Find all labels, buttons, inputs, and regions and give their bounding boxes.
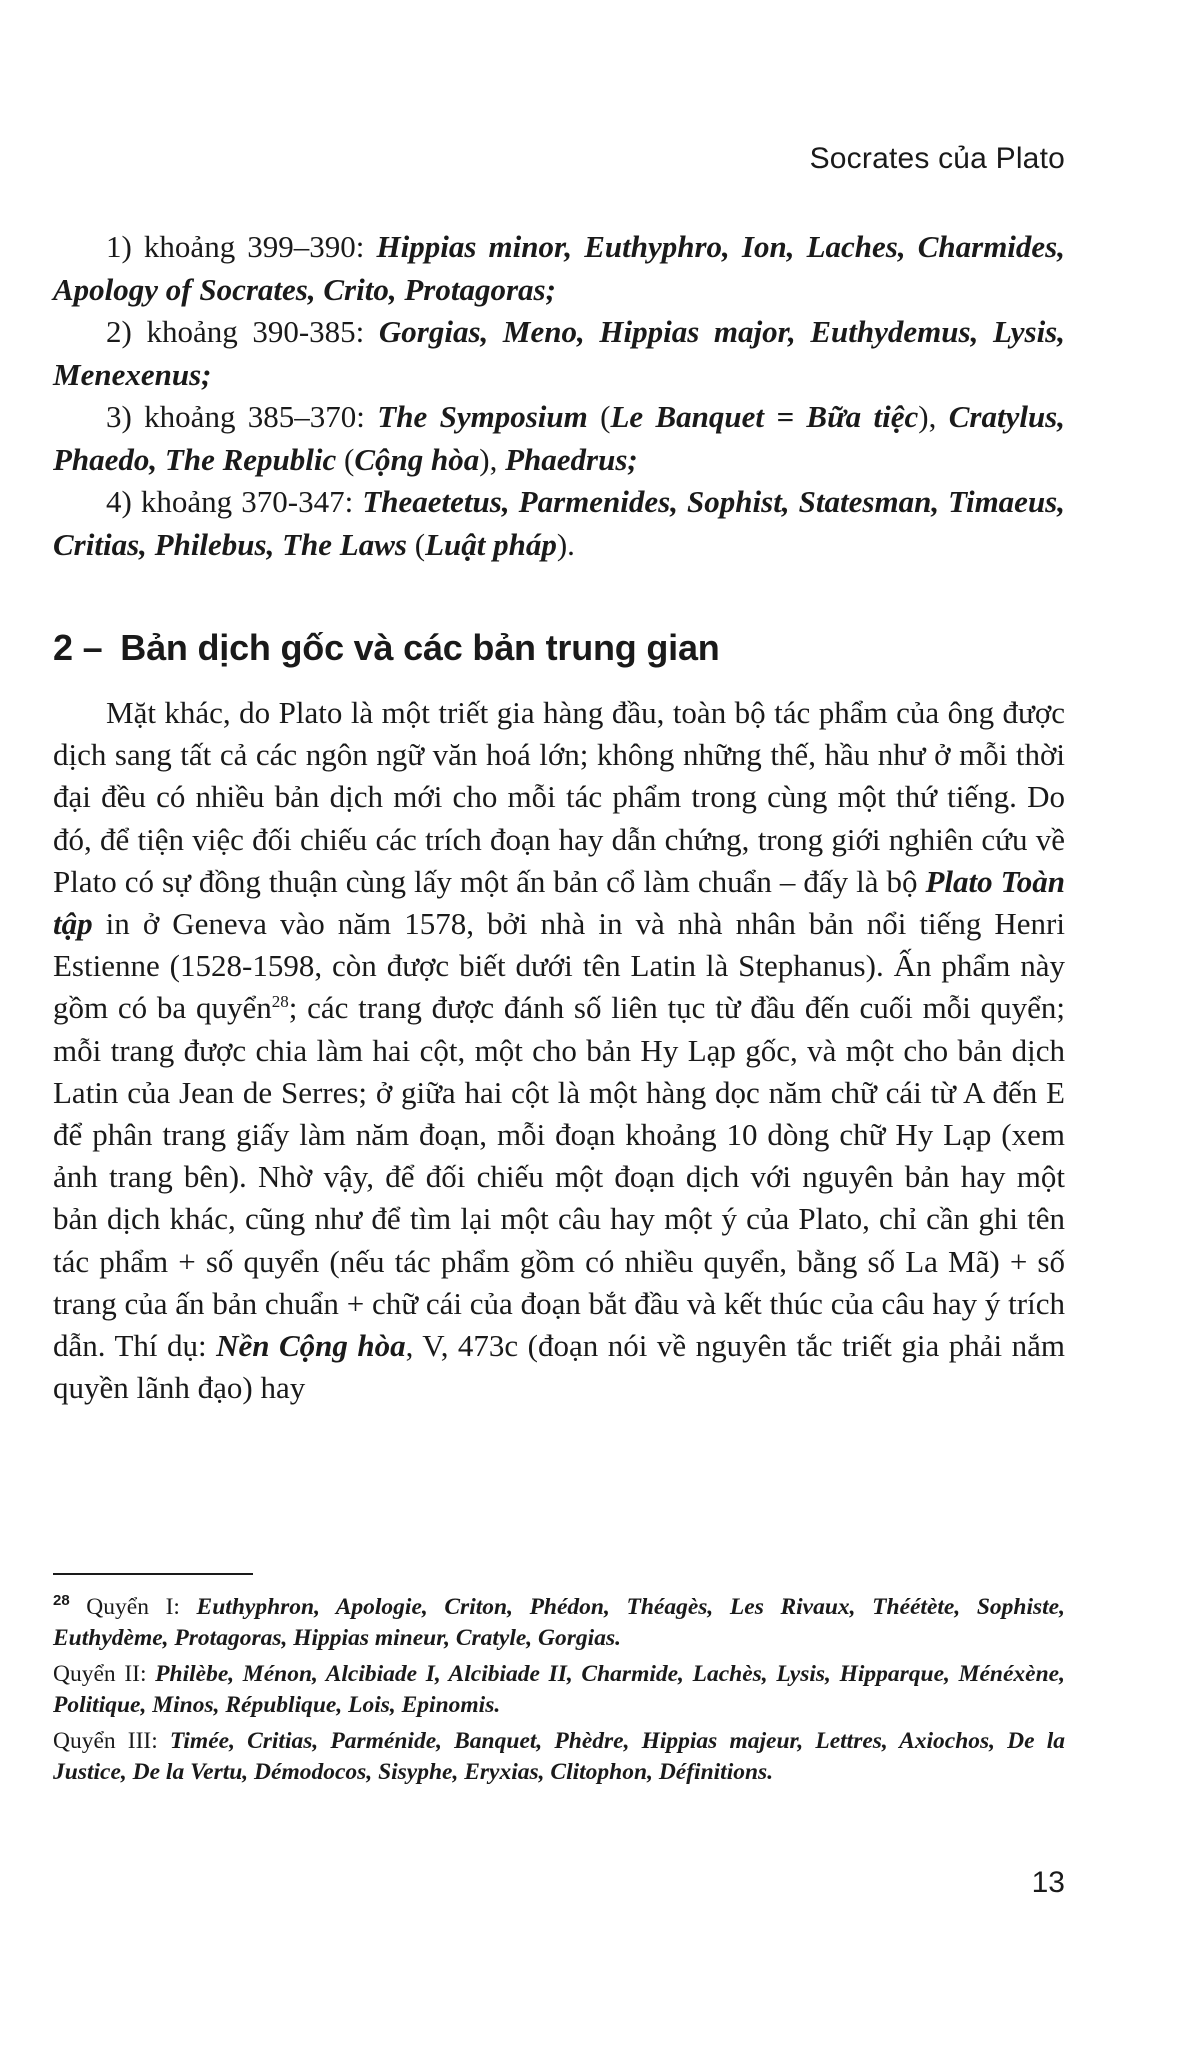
- footnote-label: Quyển II:: [53, 1661, 156, 1687]
- period-works: Phaedrus;: [505, 441, 638, 477]
- period-label: 4) khoảng 370-347:: [106, 484, 363, 519]
- section-number: 2 –: [53, 627, 103, 668]
- main-content: [53, 226, 1065, 1409]
- footnote-divider: [53, 1573, 253, 1575]
- body-text: in ở Geneva vào năm 1578, bởi nhà in và nhà nhân bản nổi tiếng Henri Estienne (1528-1598, còn được biết dưới tên Latin là Stephanus). Ấn phẩm này gồm có ba quyển: [53, 906, 1065, 1026]
- paren-open: (: [587, 399, 611, 434]
- footnote-reference[interactable]: 28: [271, 992, 289, 1012]
- period-works: Theaetetus, Parmenides, Sophist, Statesman, Timaeus, Critias, Philebus, The Laws: [53, 484, 1065, 562]
- period-works: Hippias minor, Euthyphro, Ion, Laches, Charmides, Apology of Socrates, Crito, Protagoras;: [53, 229, 1065, 307]
- section-heading: [53, 626, 1065, 670]
- paren-close: ),: [918, 399, 949, 434]
- footnote-entry: [53, 1726, 1065, 1787]
- period-item-1: [53, 226, 1065, 311]
- page-number: 13: [1031, 1866, 1065, 1899]
- period-works-gloss: Le Banquet = Bữa tiệc: [610, 399, 919, 434]
- period-label: 1) khoảng 399–390:: [106, 229, 377, 264]
- work-title: Plato Toàn tập: [53, 863, 1065, 942]
- body-text: ; các trang được đánh số liên tục từ đầu đến cuối mỗi quyển; mỗi trang được chia làm hai cột, một cho bản Hy Lạp gốc, và một cho bản dịch Latin của Jean de Serres; ở giữa hai cột là một hàng dọc năm chữ cái từ A đến E để phân trang giấy làm năm đoạn, mỗi đoạn khoảng 10 dòng chữ Hy Lạp (xem ảnh trang bên). Nhờ vậy, để đối chiếu một đoạn dịch với nguyên bản hay một bản dịch khác, cũng như để tìm lại một câu hay một ý của Plato, chỉ cần ghi tên tác phẩm + số quyển (nếu tác phẩm gồm có nhiều quyển, bằng số La Mã) + số trang của ấn bản chuẩn + chữ cái của đoạn bắt đầu và kết thúc của câu hay ý trích dẫn. Thí dụ:: [53, 990, 1066, 1364]
- footnote-entry: [53, 1659, 1065, 1720]
- work-title: Nền Cộng hòa: [216, 1328, 406, 1364]
- footnote-mark: 28: [53, 1592, 70, 1609]
- period-works-gloss: Cộng hòa: [354, 441, 480, 477]
- paren-open: (: [336, 441, 355, 477]
- footnote-works: Euthyphron, Apologie, Criton, Phédon, Théagès, Les Rivaux, Théétète, Sophiste, Euthydème, Protagoras, Hippias mineur, Cratyle, Gorgias.: [53, 1594, 1065, 1651]
- section-title: Bản dịch gốc và các bản trung gian: [120, 627, 720, 668]
- period-works-gloss: Luật pháp: [425, 526, 557, 562]
- period-label: 3) khoảng 385–370:: [106, 399, 378, 434]
- footnote-works: Timée, Critias, Parménide, Banquet, Phèdre, Hippias majeur, Lettres, Axiochos, De la Justice, De la Vertu, Démodocos, Sisyphe, Eryxias, Clitophon, Définitions.: [53, 1728, 1065, 1785]
- footnote-entry: [53, 1592, 1065, 1653]
- paren-open: (: [406, 526, 426, 562]
- footnote-label: Quyển III:: [53, 1728, 170, 1754]
- body-text: , V, 473c (đoạn nói về nguyên tắc triết gia phải nắm quyền lãnh đạo) hay: [53, 1328, 1065, 1406]
- paren-close: ),: [479, 441, 506, 477]
- paren-close: ).: [556, 526, 575, 562]
- period-works: The Symposium: [377, 399, 588, 434]
- period-item-4: [53, 481, 1065, 566]
- footnote-works: Philèbe, Ménon, Alcibiade I, Alcibiade II, Charmide, Lachès, Lysis, Hipparque, Ménéxène, Politique, Minos, République, Lois, Epinomis.: [53, 1661, 1065, 1718]
- period-item-2: [53, 311, 1065, 396]
- footnotes: [53, 1592, 1065, 1793]
- period-works: Gorgias, Meno, Hippias major, Euthydemus, Lysis, Menexenus;: [53, 314, 1065, 392]
- body-paragraph: [53, 692, 1065, 1409]
- footnote-label: Quyển I:: [69, 1594, 197, 1620]
- body-text: Mặt khác, do Plato là một triết gia hàng đầu, toàn bộ tác phẩm của ông được dịch sang tất cả các ngôn ngữ văn hoá lớn; không những thế, hầu như ở mỗi thời đại đều có nhiều bản dịch mới cho mỗi tác phẩm trong cùng một thứ tiếng. Do đó, để tiện việc đối chiếu các trích đoạn hay dẫn chứng, trong giới nghiên cứu về Plato có sự đồng thuận cùng lấy một ấn bản cổ làm chuẩn – đấy là bộ: [53, 695, 1065, 899]
- period-label: 2) khoảng 390-385:: [106, 314, 379, 349]
- period-item-3: [53, 396, 1065, 481]
- period-works: Cratylus, Phaedo, The Republic: [53, 399, 1065, 477]
- running-header: Socrates của Plato: [809, 142, 1065, 175]
